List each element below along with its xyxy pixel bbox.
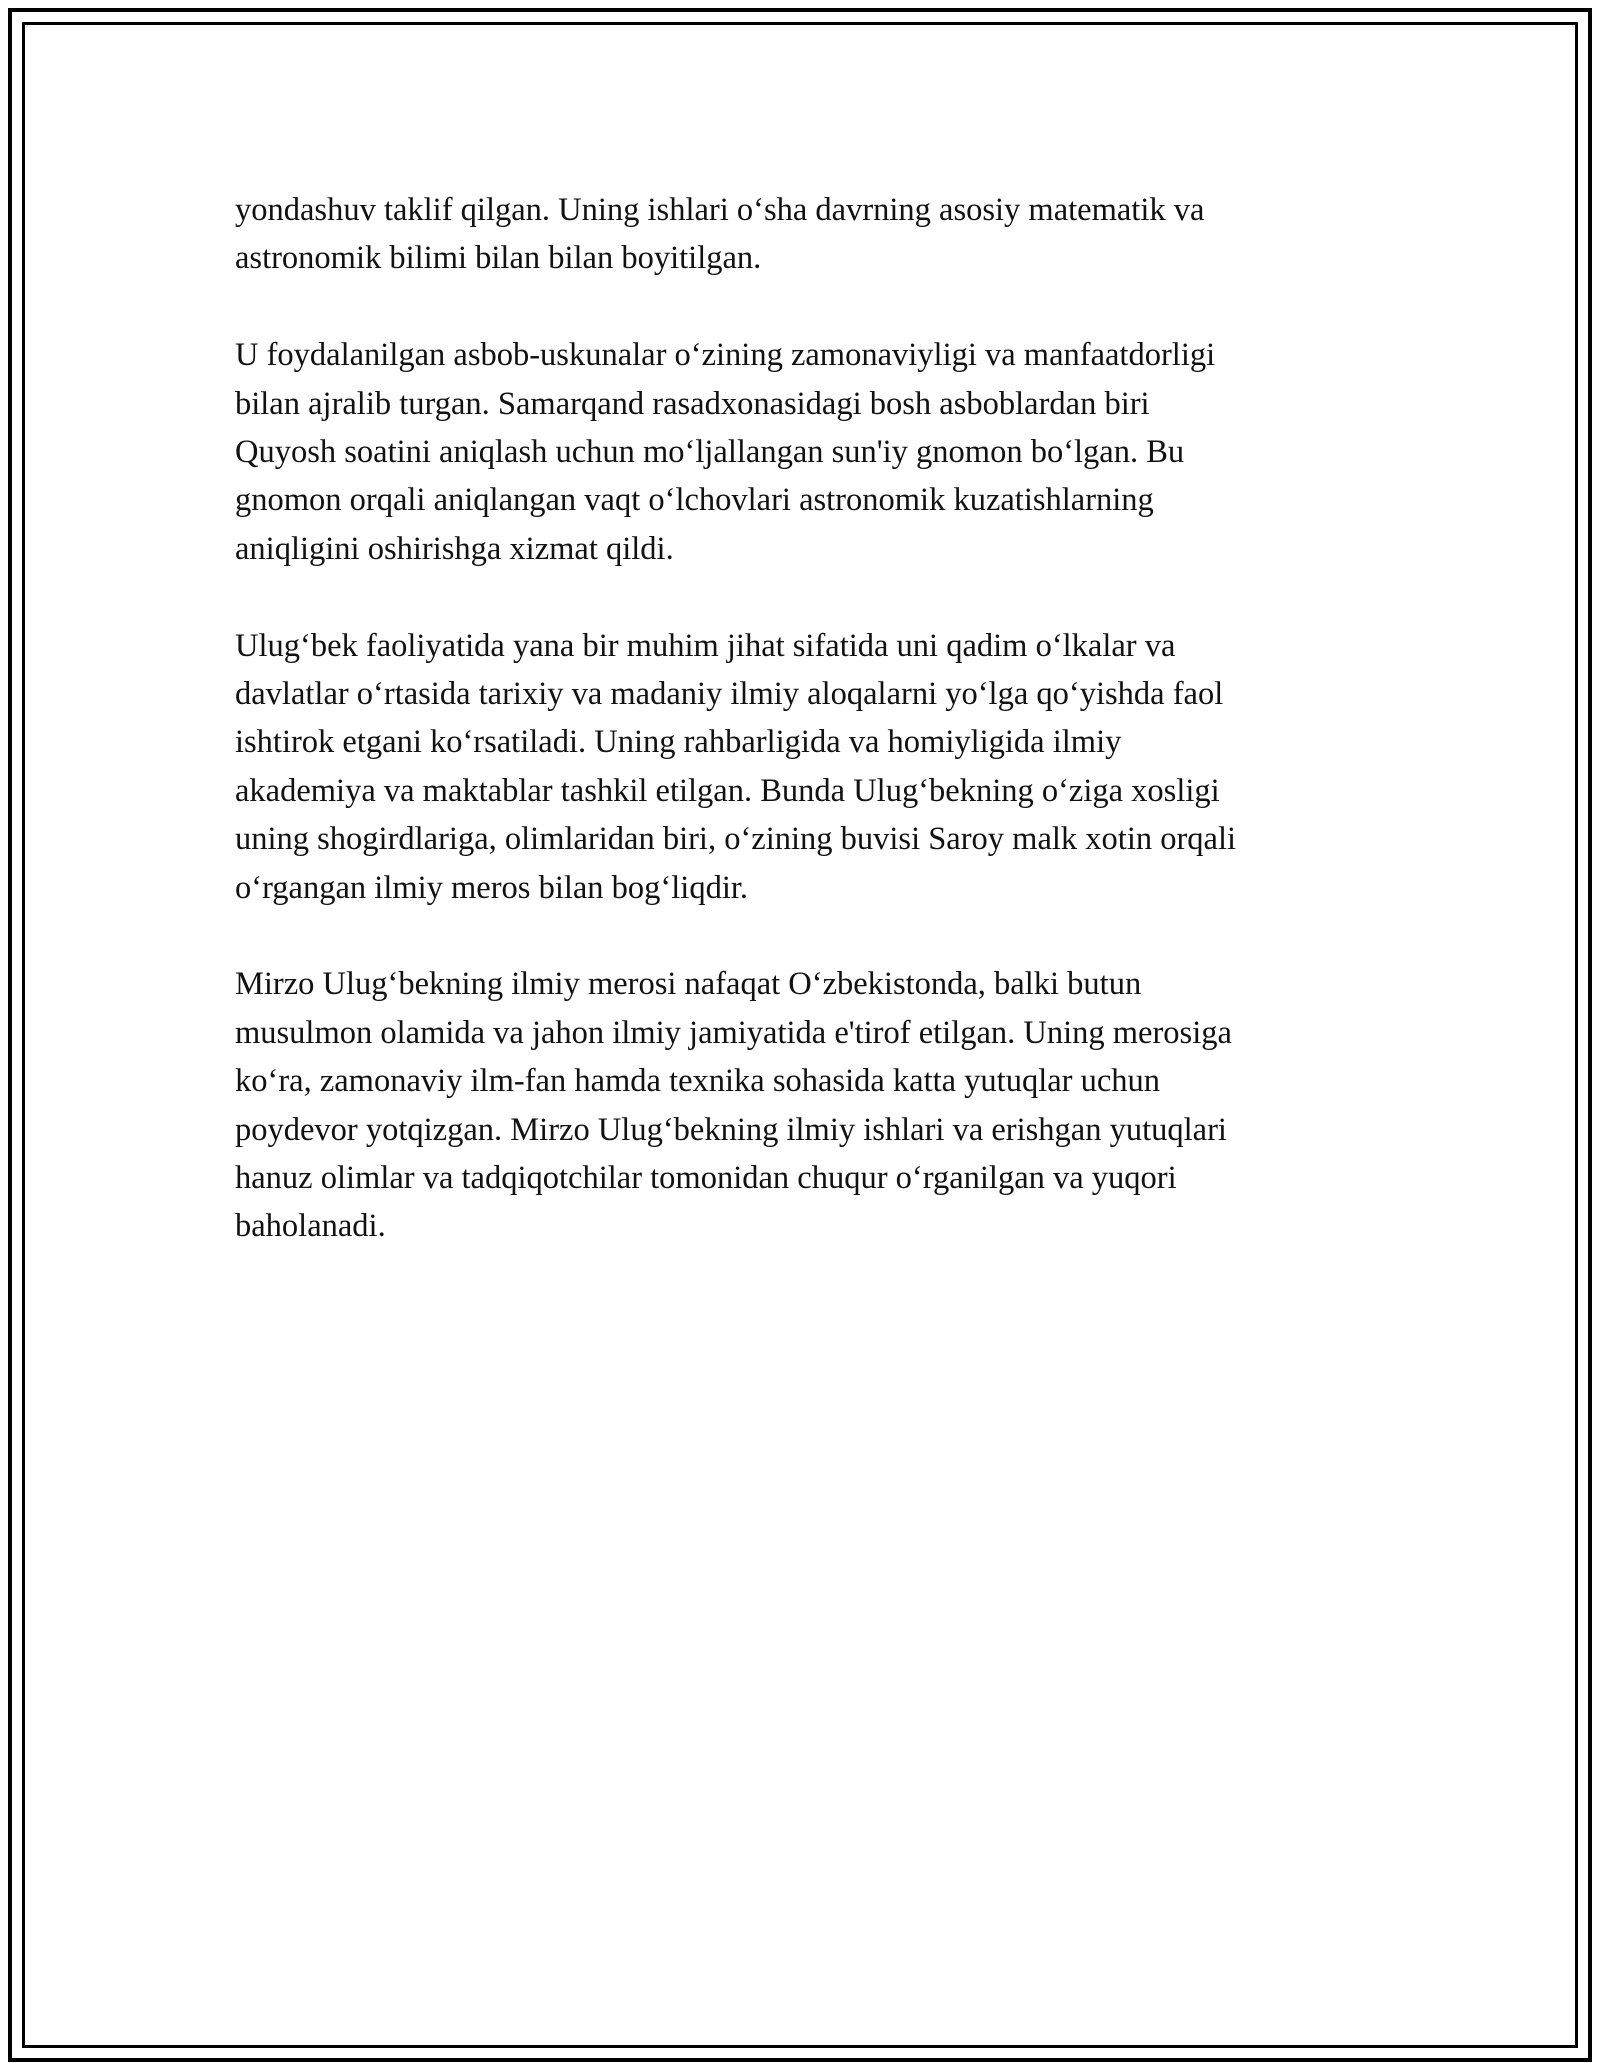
paragraph-1: yondashuv taklif qilgan. Uning ishlari o‘sha davrning asosiy matematik va astronomik bilimi bilan bilan boyitilgan. [235, 192, 1205, 277]
paragraph-2: U foydalanilgan asbob-uskunalar o‘zining zamonaviyligi va manfaatdorligi bilan ajralib turgan. Samarqand rasadxonasidagi bosh asboblardan biri Quyosh soatini aniqlash uchun mo‘ljallangan sun'iy gnomon bo‘lgan. Bu gnomon orqali aniqlangan vaqt o‘lchovlari astronomik kuzatishlarning aniqligini oshirishga xizmat qildi. [235, 337, 1216, 567]
paragraph-4: Mirzo Ulug‘bekning ilmiy merosi nafaqat O‘zbekistonda, balki butun musulmon olamida va jahon ilmiy jamiyatida e'tirof etilgan. Uning merosiga ko‘ra, zamonaviy ilm-fan hamda texnika sohasida katta yutuqlar uchun poydevor yotqizgan. Mirzo Ulug‘bekning ilmiy ishlari va erishgan yutuqlari hanuz olimlar va tadqiqotchilar tomonidan chuqur o‘rganilgan va yuqori baholanadi. [235, 966, 1232, 1245]
document-body [235, 186, 1370, 1299]
paragraph-3: Ulug‘bek faoliyatida yana bir muhim jihat sifatida uni qadim o‘lkalar va davlatlar o‘rtasida tarixiy va madaniy ilmiy aloqalarni yo‘lga qo‘yishda faol ishtirok etgani ko‘rsatiladi. Uning rahbarligida va homiyligida ilmiy akademiya va maktablar tashkil etilgan. Bunda Ulug‘bekning o‘ziga xosligi uning shogirdlariga, olimlaridan biri, o‘zining buvisi Saroy malk xotin orqali o‘rgangan ilmiy meros bilan bog‘liqdir. [235, 627, 1237, 906]
